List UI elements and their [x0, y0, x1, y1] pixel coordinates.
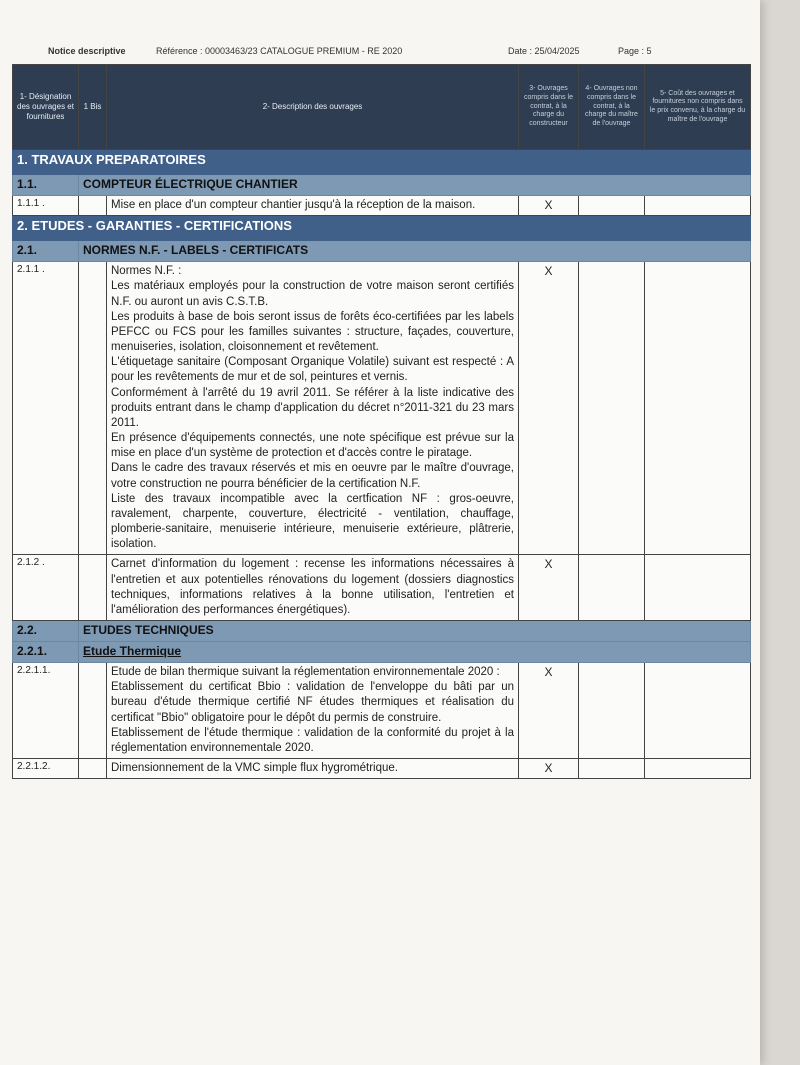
col-header-description: 2- Description des ouvrages	[107, 65, 519, 150]
col-header-compris: 3- Ouvrages compris dans le contrat, à la charge du constructeur	[519, 65, 579, 150]
section-heading	[13, 216, 751, 241]
desc-line: Dans le cadre des travaux réservés et mis en oeuvre par le maître d'ouvrage, votre construction ne pourra bénéficier de la certification N.F.	[111, 462, 514, 490]
row-bis	[79, 555, 107, 621]
section-heading	[13, 150, 751, 175]
row-description: Dimensionnement de la VMC simple flux hygrométrique.	[107, 759, 519, 779]
table-header-row	[13, 65, 751, 150]
col-header-non-compris: 4- Ouvrages non compris dans le contrat, à la charge du maître de l'ouvrage	[579, 65, 645, 150]
row-compris-mark: X	[519, 555, 579, 621]
row-cout	[645, 663, 751, 759]
description-table	[12, 64, 751, 779]
desc-line: Liste des travaux incompatible avec la certfication NF : gros-oeuvre, ravalement, charpente, couverture, électricité - ventilation, chauffage, plomberie-sanitaire, menuiserie intérieure, menuiserie extérieure, plâtrerie, isolation.	[111, 492, 514, 551]
col-header-cout: 5- Coût des ouvrages et fournitures non compris dans le prix convenu, à la charge du maître de l'ouvrage	[645, 65, 751, 150]
doc-reference: Référence : 00003463/23 CATALOGUE PREMIUM - RE 2020	[156, 46, 403, 56]
row-bis	[79, 663, 107, 759]
row-compris-mark: X	[519, 262, 579, 555]
desc-line: En présence d'équipements connectés, une note spécifique est prévue sur la mise en place d'un système de protection et d'accès contre le piratage.	[111, 432, 514, 460]
row-non-compris	[579, 196, 645, 216]
table-row	[13, 663, 751, 759]
subsection-title: NORMES N.F. - LABELS - CERTIFICATS	[79, 241, 751, 262]
col-header-designation: 1- Désignation des ouvrages et fournitures	[13, 65, 79, 150]
desc-line: Les matériaux employés pour la construction de votre maison seront certifiés N.F. ou auront un avis C.S.T.B.	[111, 280, 514, 308]
subsection-heading	[13, 175, 751, 196]
subsection-title: ETUDES TECHNIQUES	[79, 621, 751, 642]
subsection-number: 2.2.	[13, 621, 79, 642]
row-bis	[79, 759, 107, 779]
row-bis	[79, 262, 107, 555]
row-non-compris	[579, 663, 645, 759]
subsection-title: COMPTEUR ÉLECTRIQUE CHANTIER	[79, 175, 751, 196]
subsection-heading	[13, 241, 751, 262]
row-cout	[645, 262, 751, 555]
table-row	[13, 555, 751, 621]
row-code: 2.2.1.2.	[13, 759, 79, 779]
row-description: Carnet d'information du logement : recense les informations nécessaires à l'entretien et aux potentielles rénovations du logement (dossiers diagnostics techniques, informations relatives à la bonne utilisation, l'entretien et l'amélioration des performances énergétiques).	[107, 555, 519, 621]
col-header-bis: 1 Bis	[79, 65, 107, 150]
desc-line: Normes N.F. :	[111, 265, 182, 278]
row-code: 1.1.1 .	[13, 196, 79, 216]
row-compris-mark: X	[519, 196, 579, 216]
row-cout	[645, 555, 751, 621]
subsection-heading	[13, 642, 751, 663]
desc-line: Etablissement de l'étude thermique : validation de la conformité du projet à la réglementation environnementale 2020.	[111, 726, 514, 754]
desc-line: Etablissement du certificat Bbio : validation de l'enveloppe du bâti par un bureau d'étude thermique certifié NF études thermiques et réalisation du certificat "Bbio" obligatoire pour le dépôt du permis de construire.	[111, 681, 514, 724]
desc-line: Etude de bilan thermique suivant la réglementation environnementale 2020 :	[111, 666, 500, 679]
row-code: 2.2.1.1.	[13, 663, 79, 759]
row-code: 2.1.2 .	[13, 555, 79, 621]
section-title: 2. ETUDES - GARANTIES - CERTIFICATIONS	[13, 216, 751, 241]
subsection-number: 1.1.	[13, 175, 79, 196]
row-non-compris	[579, 555, 645, 621]
row-non-compris	[579, 262, 645, 555]
row-non-compris	[579, 759, 645, 779]
desc-line: L'étiquetage sanitaire (Composant Organique Volatile) suivant est respecté : A pour les revêtements de mur et de sol, peintures et vernis.	[111, 356, 514, 384]
subsection-heading	[13, 621, 751, 642]
subsection-title: Etude Thermique	[79, 642, 751, 663]
subsection-number: 2.1.	[13, 241, 79, 262]
doc-date: Date : 25/04/2025	[508, 46, 580, 56]
subsection-number: 2.2.1.	[13, 642, 79, 663]
doc-title: Notice descriptive	[48, 46, 126, 56]
row-cout	[645, 759, 751, 779]
row-compris-mark: X	[519, 759, 579, 779]
row-description: Mise en place d'un compteur chantier jusqu'à la réception de la maison.	[107, 196, 519, 216]
row-compris-mark: X	[519, 663, 579, 759]
section-title: 1. TRAVAUX PREPARATOIRES	[13, 150, 751, 175]
table-row	[13, 759, 751, 779]
row-code: 2.1.1 .	[13, 262, 79, 555]
table-row	[13, 262, 751, 555]
doc-page-number: Page : 5	[618, 46, 652, 56]
row-cout	[645, 196, 751, 216]
desc-line: Les produits à base de bois seront issus de forêts éco-certifiées par les labels PEFCC ou FCS pour les familles suivantes : structure, façades, couverture, menuiseries, isolation, cloisonnement et revêtement.	[111, 310, 514, 354]
row-bis	[79, 196, 107, 216]
table-row	[13, 196, 751, 216]
row-description	[107, 663, 519, 759]
desc-line: Conformément à l'arrêté du 19 avril 2011. Se référer à la liste indicative des produits entrant dans le champ d'application du décret n°2011-321 du 23 mars 2011.	[111, 386, 514, 429]
row-description	[107, 262, 519, 555]
